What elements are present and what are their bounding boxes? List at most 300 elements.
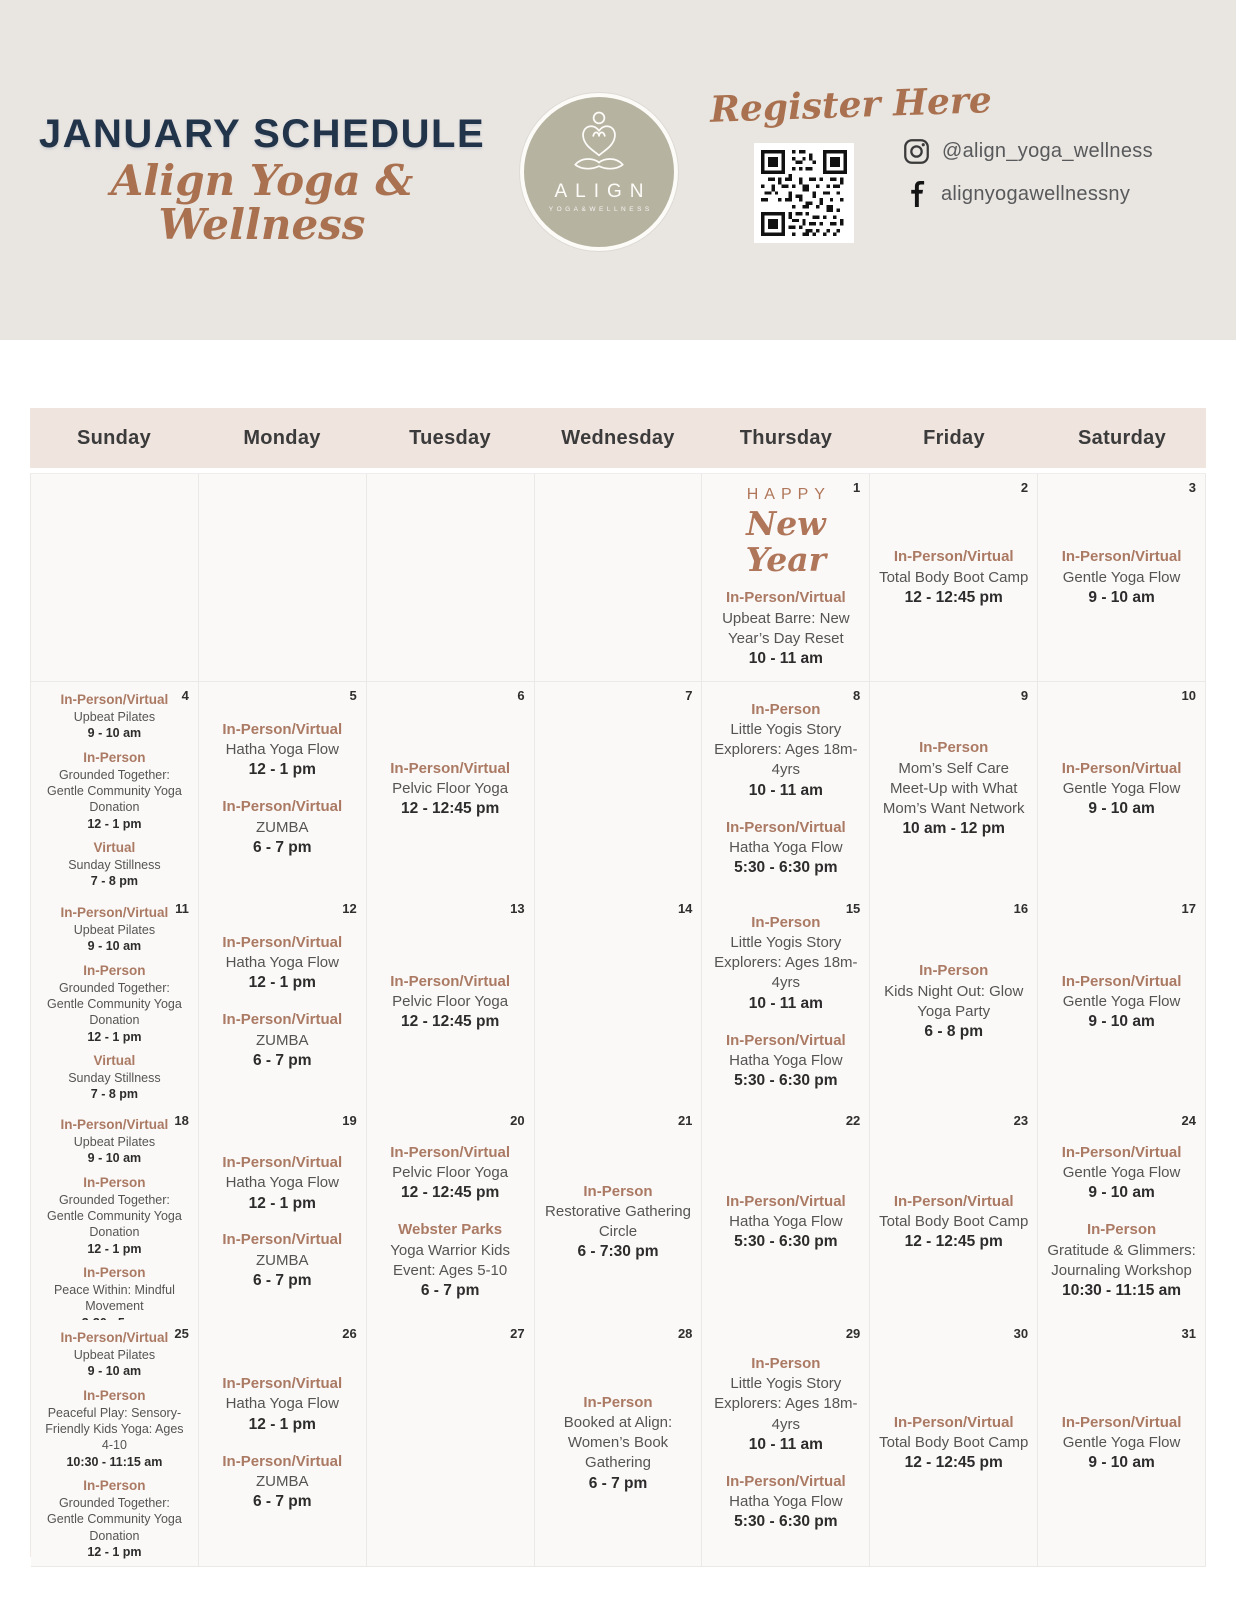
event	[39, 962, 190, 1045]
event-title: Hatha Yoga Flow	[225, 1395, 339, 1413]
calendar-day-header-row	[30, 408, 1206, 468]
event-tag: In-Person/Virtual	[725, 589, 846, 607]
event-tag: In-Person/Virtual	[1061, 759, 1182, 777]
day-header-wednesday: Wednesday	[561, 426, 675, 449]
event-tag: In-Person/Virtual	[725, 1192, 846, 1210]
event-title: Total Body Boot Camp	[879, 1434, 1029, 1452]
calendar-day-cell	[367, 1107, 535, 1338]
event-time: 5:30 - 6:30 pm	[734, 859, 838, 877]
date-number: 29	[845, 1326, 861, 1341]
event-title: Sunday Stillness	[68, 858, 161, 873]
instagram-icon	[903, 138, 930, 165]
date-number: 31	[1181, 1326, 1196, 1341]
event-time: 6 - 7 pm	[420, 1282, 480, 1300]
event-title: Hatha Yoga Flow	[729, 1493, 843, 1511]
event	[39, 1052, 190, 1103]
calendar-day-cell	[199, 895, 367, 1110]
event-title: ZUMBA	[256, 818, 309, 836]
date-number: 11	[175, 901, 189, 916]
event-time: 10 - 11 am	[748, 781, 823, 799]
event-list	[207, 1374, 358, 1513]
event-list	[1046, 972, 1197, 1033]
date-number: 25	[174, 1326, 189, 1341]
event-tag: In-Person	[83, 1477, 146, 1493]
event-title: Upbeat Pilates	[73, 923, 156, 938]
event-time: 9 - 10 am	[1088, 1013, 1155, 1031]
date-number: 18	[174, 1113, 189, 1128]
event-tag: In-Person	[583, 1182, 653, 1200]
event-tag: In-Person	[83, 1387, 146, 1403]
event-tag: In-Person/Virtual	[1061, 1413, 1182, 1431]
event	[39, 1329, 190, 1380]
event-tag: In-Person/Virtual	[222, 1154, 343, 1172]
event-tag: In-Person/Virtual	[60, 1117, 169, 1132]
calendar-day-cell	[535, 1320, 703, 1567]
calendar-day-cell	[702, 1107, 870, 1338]
event-list	[1046, 1143, 1197, 1302]
calendar-week-row	[31, 474, 1206, 682]
event-tag: In-Person/Virtual	[1061, 972, 1182, 990]
event	[39, 1477, 190, 1560]
event-tag: In-Person/Virtual	[60, 1330, 169, 1345]
calendar-day-cell	[367, 1320, 535, 1567]
date-number: 5	[349, 688, 357, 703]
event	[710, 588, 861, 670]
event-list	[710, 588, 861, 670]
event-title: Gentle Yoga Flow	[1062, 779, 1181, 797]
event-time: 12 - 1 pm	[248, 1415, 316, 1433]
event-time: 9 - 10 am	[87, 1364, 142, 1379]
date-number: 27	[510, 1326, 525, 1341]
event	[710, 1192, 861, 1253]
event-title: Upbeat Pilates	[73, 1348, 156, 1363]
event-title: Gentle Yoga Flow	[1062, 992, 1181, 1010]
event-tag: Virtual	[93, 1052, 136, 1068]
event-title: Peaceful Play: Sensory-Friendly Kids Yoga: Ages 4-10	[45, 1405, 184, 1453]
event-tag: Virtual	[93, 839, 136, 855]
page-title: JANUARY SCHEDULE	[38, 112, 486, 156]
day-header-friday: Friday	[923, 426, 985, 449]
event	[207, 797, 358, 858]
social-links	[903, 138, 1153, 207]
event-time: 6 - 8 pm	[924, 1023, 983, 1041]
event-tag: In-Person/Virtual	[893, 548, 1014, 566]
qr-code[interactable]	[754, 143, 854, 243]
event-title: Pelvic Floor Yoga	[392, 779, 509, 797]
event-tag: In-Person/Virtual	[60, 692, 169, 707]
event-list	[878, 1192, 1029, 1253]
calendar-day-cell	[367, 682, 535, 897]
event-title: Grounded Together: Gentle Community Yoga Donation	[47, 1496, 182, 1543]
event	[39, 691, 190, 742]
event-tag: In-Person/Virtual	[390, 972, 511, 990]
facebook-icon	[903, 181, 929, 207]
event-time: 12 - 1 pm	[87, 1029, 142, 1044]
date-number: 26	[342, 1326, 357, 1341]
logo-wordmark: ALIGN	[554, 181, 652, 202]
date-number: 9	[1020, 688, 1029, 703]
event-list	[543, 1393, 694, 1495]
event-title: Grounded Together: Gentle Community Yoga Donation	[47, 767, 182, 815]
event-title: Pelvic Floor Yoga	[392, 992, 509, 1010]
meditation-icon	[563, 107, 635, 185]
calendar-day-cell	[199, 1320, 367, 1567]
event-time: 9 - 10 am	[87, 939, 142, 954]
event-title: Hatha Yoga Flow	[729, 838, 843, 856]
event-tag: In-Person	[83, 1174, 146, 1190]
calendar-day-cell	[1038, 1107, 1206, 1338]
calendar-day-cell	[31, 474, 199, 682]
event-tag: In-Person/Virtual	[1061, 1143, 1182, 1161]
event-title: Booked at Align: Women’s Book Gathering	[563, 1413, 673, 1472]
event	[39, 1174, 190, 1257]
event-tag: In-Person/Virtual	[893, 1192, 1014, 1210]
event-time: 12 - 12:45 pm	[904, 1454, 1003, 1472]
event	[710, 1472, 861, 1533]
event	[207, 1374, 358, 1435]
date-number: 12	[342, 901, 357, 916]
calendar-day-cell	[31, 682, 199, 897]
event	[710, 700, 861, 802]
event-tag: In-Person/Virtual	[222, 798, 343, 816]
event-tag: In-Person/Virtual	[390, 1143, 511, 1161]
event	[1046, 759, 1197, 820]
calendar-week-row	[31, 682, 1206, 895]
logo-tagline: YOGA&WELLNESS	[548, 206, 653, 213]
instagram-handle: @align_yoga_wellness	[942, 140, 1153, 162]
calendar-day-cell	[870, 895, 1038, 1110]
banner-newyear-text: New Year	[745, 503, 827, 580]
event-time: 12 - 1 pm	[87, 1241, 142, 1256]
event-list	[1046, 1413, 1197, 1474]
event-time: 10 - 11 am	[748, 650, 823, 668]
date-number: 20	[510, 1113, 525, 1128]
event-tag: In-Person	[83, 749, 146, 765]
calendar-day-cell	[31, 1107, 199, 1338]
event-tag: In-Person/Virtual	[1061, 548, 1182, 566]
event-title: Sunday Stillness	[68, 1071, 161, 1086]
event-tag: In-Person/Virtual	[222, 720, 343, 738]
event	[39, 904, 190, 955]
calendar-day-cell	[702, 1320, 870, 1567]
event-list	[878, 961, 1029, 1043]
event-time: 12 - 1 pm	[248, 974, 316, 992]
event-title: Hatha Yoga Flow	[729, 1051, 843, 1069]
event-list	[39, 904, 190, 1103]
event-time: 6 - 7:30 pm	[577, 1243, 659, 1261]
event-title: Mom’s Self Care Meet-Up with What Mom’s Want Network	[882, 759, 1025, 818]
event	[375, 972, 526, 1033]
event	[878, 1413, 1029, 1474]
calendar-day-cell	[702, 895, 870, 1110]
event-tag: In-Person/Virtual	[725, 818, 846, 836]
event-title: Restorative Gathering Circle	[545, 1202, 691, 1241]
calendar-day-cell	[535, 1107, 703, 1338]
event-time: 10 - 11 am	[748, 994, 823, 1012]
event-title: Hatha Yoga Flow	[225, 1174, 339, 1192]
event-title: Gentle Yoga Flow	[1062, 1434, 1181, 1452]
event-title: Grounded Together: Gentle Community Yoga Donation	[47, 980, 182, 1028]
facebook-handle: alignyogawellnessny	[941, 182, 1131, 205]
event-title: ZUMBA	[256, 1472, 309, 1490]
event-tag: In-Person	[583, 1393, 653, 1411]
event-list	[39, 1116, 190, 1331]
event-time: 10 - 11 am	[748, 1435, 823, 1453]
event	[543, 1393, 694, 1495]
event-title: Gentle Yoga Flow	[1062, 1164, 1181, 1182]
event-time: 12 - 1 pm	[248, 1194, 316, 1212]
event-time: 6 - 7 pm	[252, 1051, 312, 1069]
date-number: 6	[517, 688, 525, 703]
event-time: 6 - 7 pm	[252, 1271, 312, 1289]
event-time: 12 - 12:45 pm	[904, 1233, 1003, 1251]
event-list	[375, 759, 526, 820]
event	[207, 1010, 358, 1071]
event	[710, 913, 861, 1015]
event	[1046, 547, 1197, 608]
event-title: Total Body Boot Camp	[879, 568, 1029, 586]
event-title: Total Body Boot Camp	[879, 1212, 1029, 1230]
event-list	[39, 691, 190, 890]
date-number: 17	[1181, 901, 1196, 916]
studio-name: Align Yoga & Wellness	[110, 156, 414, 250]
event-title: Pelvic Floor Yoga	[392, 1164, 509, 1182]
event	[375, 759, 526, 820]
logo-badge	[520, 93, 678, 251]
event-time: 6 - 7 pm	[588, 1474, 648, 1492]
event	[1046, 972, 1197, 1033]
calendar-day-cell	[870, 1320, 1038, 1567]
event-list	[710, 700, 861, 879]
day-header-saturday: Saturday	[1078, 426, 1166, 449]
event-tag: In-Person/Virtual	[893, 1413, 1014, 1431]
calendar-week-row	[31, 895, 1206, 1107]
date-number: 1	[853, 480, 861, 495]
banner-happy-text: HAPPY	[746, 485, 831, 503]
calendar-day-cell	[870, 1107, 1038, 1338]
event	[1046, 1220, 1197, 1302]
event	[207, 1452, 358, 1513]
calendar-day-cell	[199, 682, 367, 897]
event-time: 6 - 7 pm	[252, 1493, 312, 1511]
event-time: 7 - 8 pm	[90, 874, 139, 889]
date-number: 19	[342, 1113, 357, 1128]
calendar-day-cell	[1038, 895, 1206, 1110]
event-time: 9 - 10 am	[87, 1151, 142, 1166]
event-title: Gratitude & Glimmers: Journaling Workshop	[1047, 1241, 1196, 1279]
event	[207, 1153, 358, 1214]
event-tag: In-Person/Virtual	[60, 905, 169, 920]
event-tag: In-Person	[919, 739, 989, 757]
event	[878, 547, 1029, 608]
instagram-link[interactable]	[903, 138, 1153, 165]
title-block	[36, 112, 488, 250]
date-number: 24	[1181, 1113, 1196, 1128]
event-list	[1046, 759, 1197, 820]
calendar-day-cell	[199, 474, 367, 682]
date-number: 30	[1013, 1326, 1029, 1341]
calendar-week-row	[31, 1320, 1206, 1559]
date-number: 21	[677, 1113, 693, 1128]
date-number: 28	[677, 1326, 693, 1341]
event-time: 5:30 - 6:30 pm	[734, 1072, 838, 1090]
event-time: 5:30 - 6:30 pm	[734, 1513, 838, 1531]
event-tag: In-Person/Virtual	[222, 933, 343, 951]
calendar-day-cell	[870, 474, 1038, 682]
calendar-day-cell	[367, 895, 535, 1110]
date-number: 16	[1013, 901, 1029, 916]
january-calendar	[30, 408, 1206, 1557]
event-tag: In-Person	[751, 700, 821, 718]
event-title: Peace Within: Mindful Movement	[53, 1283, 175, 1314]
event-tag: In-Person	[1086, 1221, 1157, 1239]
event-time: 12 - 12:45 pm	[904, 588, 1003, 606]
event	[39, 1116, 190, 1167]
event-title: Kids Night Out: Glow Yoga Party	[884, 982, 1024, 1020]
event-tag: In-Person	[751, 1354, 821, 1372]
event-tag: In-Person/Virtual	[222, 1452, 343, 1470]
event-list	[710, 1354, 861, 1533]
calendar-day-cell	[870, 682, 1038, 897]
event-time: 9 - 10 am	[1088, 1454, 1155, 1472]
event-time: 10:30 - 11:15 am	[66, 1454, 163, 1469]
facebook-link[interactable]	[903, 181, 1153, 207]
date-number: 8	[853, 688, 861, 703]
event-list	[878, 738, 1029, 840]
event-tag: In-Person/Virtual	[222, 1375, 343, 1393]
event-tag: In-Person/Virtual	[390, 759, 511, 777]
event-title: Upbeat Pilates	[73, 710, 156, 725]
event-time: 12 - 12:45 pm	[401, 800, 500, 818]
event-time: 9 - 10 am	[1088, 800, 1155, 818]
event-time: 5:30 - 6:30 pm	[734, 1233, 838, 1251]
event-tag: In-Person	[751, 913, 821, 931]
calendar-week-row	[31, 1107, 1206, 1320]
event-list	[207, 720, 358, 859]
event-time: 7 - 8 pm	[90, 1087, 139, 1102]
event-time: 12 - 1 pm	[87, 816, 142, 831]
date-number: 23	[1013, 1113, 1029, 1128]
event-title: ZUMBA	[256, 1251, 309, 1269]
event-title: Hatha Yoga Flow	[729, 1212, 843, 1230]
event-time: 9 - 10 am	[1088, 1184, 1155, 1202]
event-time: 6 - 7 pm	[252, 838, 312, 856]
event-title: Gentle Yoga Flow	[1062, 568, 1181, 586]
calendar-day-cell	[367, 474, 535, 682]
event-list	[207, 933, 358, 1072]
calendar-day-cell	[31, 895, 199, 1110]
event-time: 9 - 10 am	[87, 726, 142, 741]
event	[39, 839, 190, 890]
event-title: Hatha Yoga Flow	[225, 741, 339, 759]
event-title: ZUMBA	[256, 1031, 309, 1049]
event	[207, 720, 358, 781]
event-tag: In-Person/Virtual	[222, 1011, 343, 1029]
day-header-tuesday: Tuesday	[409, 426, 491, 449]
calendar-day-cell	[199, 1107, 367, 1338]
event-title: Hatha Yoga Flow	[225, 954, 339, 972]
date-number: 13	[510, 901, 525, 916]
event-title: Upbeat Pilates	[73, 1135, 156, 1150]
event-list	[207, 1153, 358, 1292]
event-title: Little Yogis Story Explorers: Ages 18m-4yrs	[714, 720, 858, 779]
event	[710, 1031, 861, 1092]
event-title: Grounded Together: Gentle Community Yoga Donation	[47, 1192, 182, 1240]
event-list	[878, 1413, 1029, 1474]
event-title: Yoga Warrior Kids Event: Ages 5-10	[390, 1241, 511, 1279]
register-here-label: Register Here	[709, 79, 993, 131]
event-tag: In-Person	[83, 1264, 146, 1280]
event-title: Little Yogis Story Explorers: Ages 18m-4yrs	[714, 1375, 858, 1433]
event	[375, 1143, 526, 1204]
event	[207, 1230, 358, 1291]
event-time: 12 - 12:45 pm	[401, 1184, 500, 1202]
event	[710, 1354, 861, 1456]
event-tag: In-Person	[83, 962, 146, 978]
day-header-sunday: Sunday	[76, 426, 152, 449]
date-number: 10	[1181, 688, 1196, 703]
date-number: 22	[845, 1113, 861, 1128]
event	[878, 961, 1029, 1043]
event-list	[375, 972, 526, 1033]
event	[710, 818, 861, 879]
calendar-day-cell	[535, 682, 703, 897]
calendar-day-cell	[1038, 682, 1206, 897]
event	[1046, 1143, 1197, 1204]
calendar-day-cell	[702, 474, 870, 682]
event-list	[543, 1182, 694, 1264]
event	[39, 1387, 190, 1470]
event	[375, 1220, 526, 1302]
event-list	[710, 1192, 861, 1253]
event-list	[710, 913, 861, 1092]
event-time: 12 - 1 pm	[87, 1544, 142, 1559]
calendar-day-cell	[31, 1320, 199, 1567]
event-tag: In-Person/Virtual	[725, 1031, 846, 1049]
happy-new-year-banner	[710, 486, 861, 579]
event-tag: In-Person/Virtual	[222, 1231, 343, 1249]
calendar-day-cell	[535, 895, 703, 1110]
event	[1046, 1413, 1197, 1474]
calendar-day-cell	[702, 682, 870, 897]
calendar-day-cell	[1038, 474, 1206, 682]
date-number: 14	[677, 901, 693, 916]
event-tag: Webster Parks	[398, 1221, 503, 1239]
event-list	[39, 1329, 190, 1560]
date-number: 4	[181, 688, 189, 703]
event-time: 10:30 - 11:15 am	[1062, 1282, 1182, 1300]
day-header-thursday: Thursday	[739, 426, 833, 449]
day-header-monday: Monday	[243, 426, 321, 449]
event-list	[375, 1143, 526, 1302]
calendar-day-cell	[535, 474, 703, 682]
event	[207, 933, 358, 994]
date-number: 3	[1188, 480, 1196, 495]
event-time: 10 am - 12 pm	[902, 820, 1005, 838]
event-time: 12 - 1 pm	[248, 761, 316, 779]
event-title: Little Yogis Story Explorers: Ages 18m-4yrs	[714, 933, 858, 992]
event-time: 12 - 12:45 pm	[401, 1013, 500, 1031]
date-number: 15	[845, 901, 861, 916]
event	[878, 738, 1029, 840]
event-list	[878, 547, 1029, 608]
calendar-grid	[30, 473, 1206, 1559]
hero-band	[0, 0, 1236, 340]
event-tag: In-Person/Virtual	[725, 1472, 846, 1490]
event	[39, 749, 190, 832]
calendar-day-cell	[1038, 1320, 1206, 1567]
event-title: Upbeat Barre: New Year’s Day Reset	[722, 609, 850, 647]
